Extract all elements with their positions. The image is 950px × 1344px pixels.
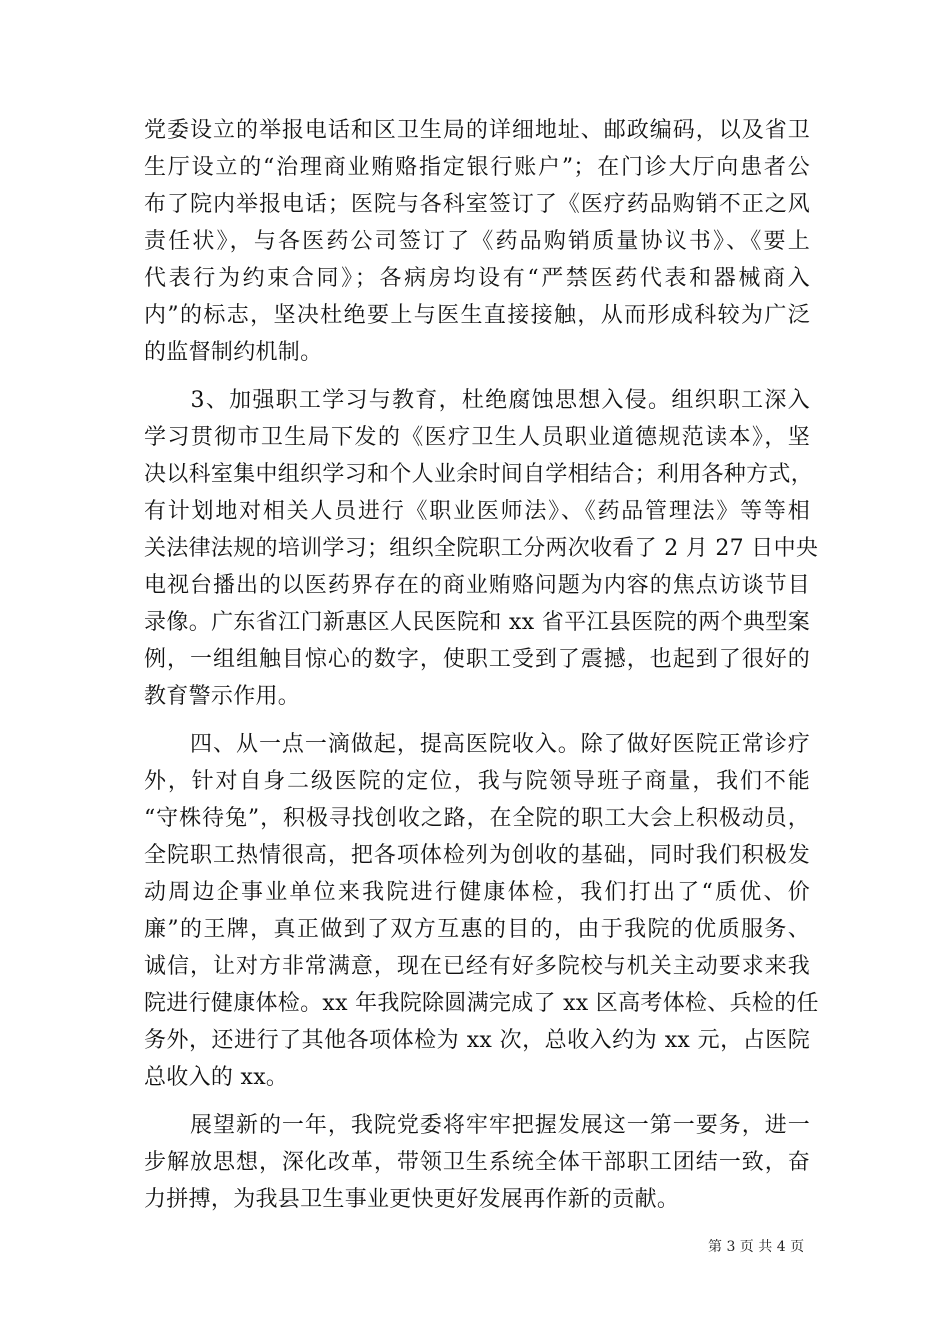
text-line: 有计划地对相关人员进行《职业医师法》、《药品管理法》等等相 — [144, 499, 810, 524]
text-line: 内”的标志，坚决杜绝要上与医生直接接触，从而形成科较为广泛 — [144, 303, 810, 328]
page-number: 第 3 页 共 4 页 — [708, 1239, 805, 1255]
text-line: 力拼搏，为我县卫生事业更快更好发展再作新的贡献。 — [144, 1187, 680, 1212]
text-line: 党委设立的举报电话和区卫生局的详细地址、邮政编码，以及省卫 — [144, 118, 810, 143]
text-line: 关法律法规的培训学习；组织全院职工分两次收看了 2 月 27 日中央 — [144, 536, 819, 561]
text-line: 3、加强职工学习与教育，杜绝腐蚀思想入侵。组织职工深入 — [144, 388, 810, 413]
text-line: 生厅设立的“治理商业贿赂指定银行账户”；在门诊大厅向患者公 — [144, 155, 810, 180]
paragraph-2 — [144, 382, 819, 715]
body-text — [144, 112, 819, 1218]
text-line: 例，一组组触目惊心的数字，使职工受到了震撼，也起到了很好的 — [144, 647, 810, 672]
text-line: 院进行健康体检。xx 年我院除圆满完成了 xx 区高考体检、兵检的任 — [144, 991, 819, 1016]
text-line: 教育警示作用。 — [144, 684, 301, 709]
text-line: “守株待兔”，积极寻找创收之路，在全院的职工大会上积极动员， — [144, 806, 810, 831]
paragraph-3 — [144, 726, 819, 1096]
text-line: 学习贯彻市卫生局下发的《医疗卫生人员职业道德规范读本》，坚 — [144, 425, 810, 450]
text-line: 步解放思想，深化改革，带领卫生系统全体干部职工团结一致，奋 — [144, 1150, 810, 1175]
text-line: 布了院内举报电话；医院与各科室签订了《医疗药品购销不正之风 — [144, 192, 810, 217]
text-line: 的监督制约机制。 — [144, 340, 323, 365]
text-line: 廉”的王牌，真正做到了双方互惠的目的，由于我院的优质服务、 — [144, 917, 810, 942]
text-line: 展望新的一年，我院党委将牢牢把握发展这一第一要务，进一 — [144, 1113, 810, 1138]
paragraph-4 — [144, 1107, 810, 1218]
text-line: 动周边企事业单位来我院进行健康体检，我们打出了“质优、价 — [144, 880, 810, 905]
text-line: 责任状》，与各医药公司签订了《药品购销质量协议书》、《要上 — [144, 229, 810, 254]
text-line: 诚信，让对方非常满意，现在已经有好多院校与机关主动要求来我 — [144, 954, 810, 979]
text-line: 录像。广东省江门新惠区人民医院和 xx 省平江县医院的两个典型案 — [144, 610, 810, 635]
paragraph-1 — [144, 112, 810, 371]
text-line: 电视台播出的以医药界存在的商业贿赂问题为内容的焦点访谈节目 — [144, 573, 810, 598]
text-line: 务外，还进行了其他各项体检为 xx 次，总收入约为 xx 元，占医院 — [144, 1028, 810, 1053]
text-line: 外，针对自身二级医院的定位，我与院领导班子商量，我们不能 — [144, 769, 810, 794]
text-line: 四、从一点一滴做起，提高医院收入。除了做好医院正常诊疗 — [144, 732, 810, 757]
text-line: 全院职工热情很高，把各项体检列为创收的基础，同时我们积极发 — [144, 843, 810, 868]
text-line: 总收入的 xx。 — [144, 1065, 289, 1090]
text-line: 决以科室集中组织学习和个人业余时间自学相结合；利用各种方式， — [144, 462, 814, 487]
text-line: 代表行为约束合同》；各病房均设有“严禁医药代表和器械商入 — [144, 266, 810, 291]
